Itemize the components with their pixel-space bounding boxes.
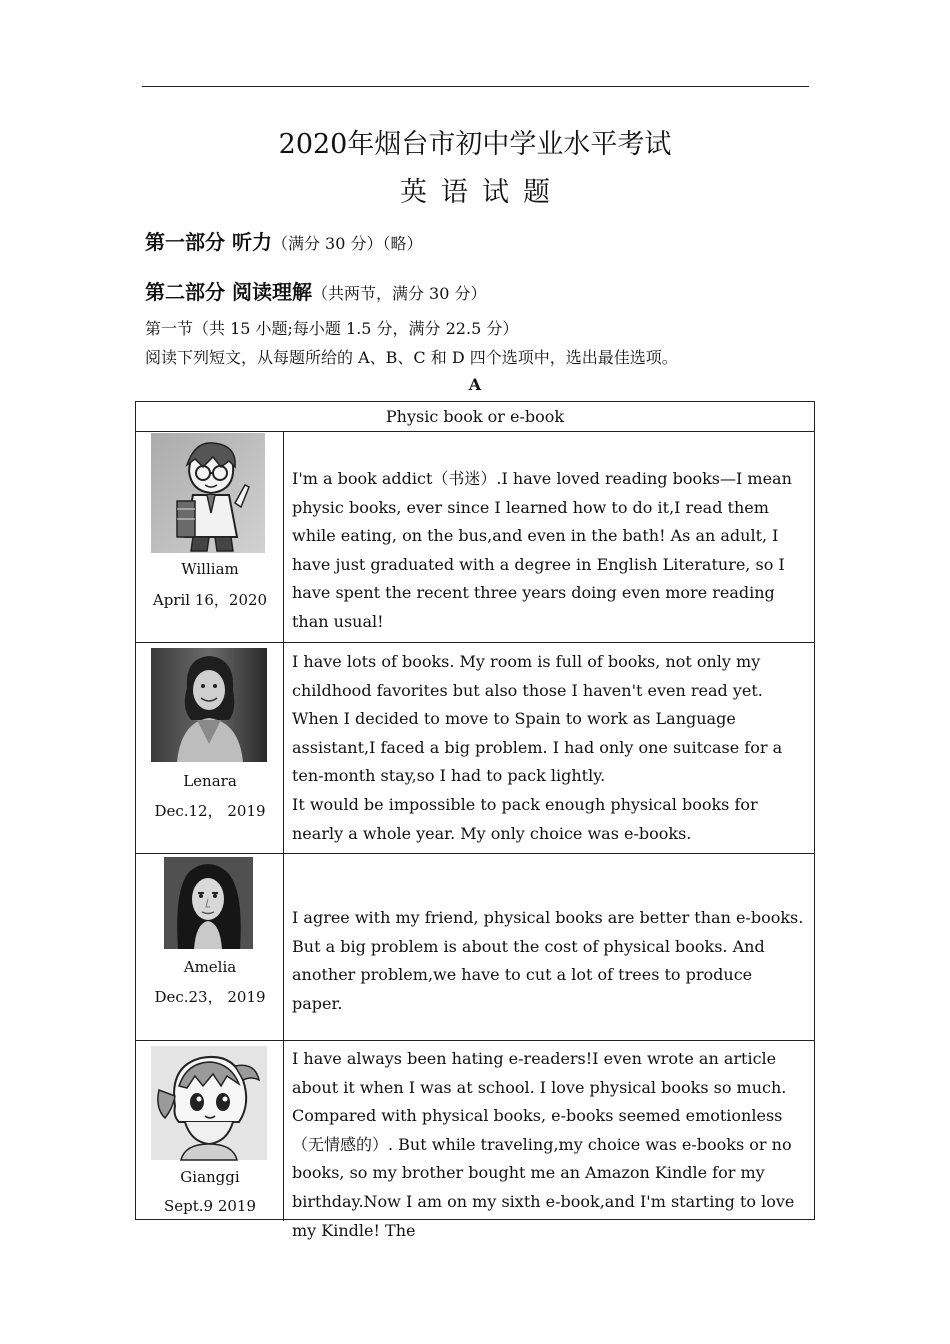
table-heading: Physic book or e-book (136, 402, 814, 432)
author-name: Gianggi (180, 1168, 240, 1186)
exam-subtitle: 英语试题 (400, 177, 564, 208)
post-date: April 16，2020 (152, 591, 268, 609)
posts-table (135, 401, 815, 1240)
section1-heading: 第一节（共 15 小题;每小题 1.5 分，满分 22.5 分） (145, 319, 519, 338)
author-cell (136, 854, 284, 1040)
exam-title: 2020年烟台市初中学业水平考试 (278, 129, 672, 160)
part1-heading (145, 226, 423, 255)
post-text: I'm a book addict（书迷）.I have loved reading books—I mean physic books, ever since I learned how to do it,I read them while eating, on the bus,and even in the bath! As an adult, I have just graduated with a degree in English Literature, so I have spent the recent three years doing even more reading than usual! (292, 469, 792, 631)
author-name: William (181, 560, 239, 578)
table-row (136, 854, 814, 1041)
table-row (136, 643, 814, 854)
post-date: Dec.12， 2019 (154, 802, 266, 820)
part2-label: 第二部分 阅读理解 (145, 280, 312, 304)
author-name: Lenara (183, 772, 237, 790)
william-cartoon-image (151, 433, 265, 553)
author-cell (136, 1041, 284, 1221)
post-text: I have lots of books. My room is full of books, not only my childhood favorites but also those I haven't even read yet. When I decided to move to Spain to work as Language assistant,I faced a big problem. I had only one suitcase for a ten-month stay,so I had to pack lightly. (292, 652, 783, 786)
post-date: Sept.9 2019 (163, 1197, 257, 1215)
post-text-block (292, 648, 806, 848)
amelia-photo-image (164, 857, 253, 949)
author-cell (136, 643, 284, 853)
table-row (136, 432, 814, 643)
post-text: I have always been hating e-readers!I even wrote an article about it when I was at school. I love physical books so much. Compared with physical books, e-books seemed emotionless（无情感的）. But while traveling,my choice was e-books or no books, so my brother bought me an Amazon Kindle for my birthday.Now I am on my sixth e-book,and I'm starting to love my Kindle! The (292, 1049, 795, 1240)
post-date: Dec.23， 2019 (154, 988, 266, 1006)
part2-note: （共两节，满分 30 分） (311, 284, 487, 303)
lenara-photo-image (151, 648, 267, 762)
part1-note: （满分 30 分）（略） (271, 234, 423, 253)
part2-heading (145, 276, 487, 305)
passage-letter: A (468, 375, 482, 394)
post-text-continued: It would be impossible to pack enough physical books for nearly a whole year. My only choice was e-books. (292, 794, 758, 843)
author-name: Amelia (183, 958, 237, 976)
table-row (136, 1041, 814, 1240)
post-text: I agree with my friend, physical books are better than e-books. But a big problem is about the cost of physical books. And another problem,we have to cut a lot of trees to produce paper. (292, 908, 804, 1013)
author-cell (136, 432, 284, 642)
part1-label: 第一部分 听力 (145, 230, 272, 254)
top-rule (142, 86, 809, 87)
instruction: 阅读下列短文，从每题所给的 A、B、C 和 D 四个选项中，选出最佳选项。 (145, 348, 678, 367)
gianggi-cartoon-image (151, 1046, 267, 1160)
